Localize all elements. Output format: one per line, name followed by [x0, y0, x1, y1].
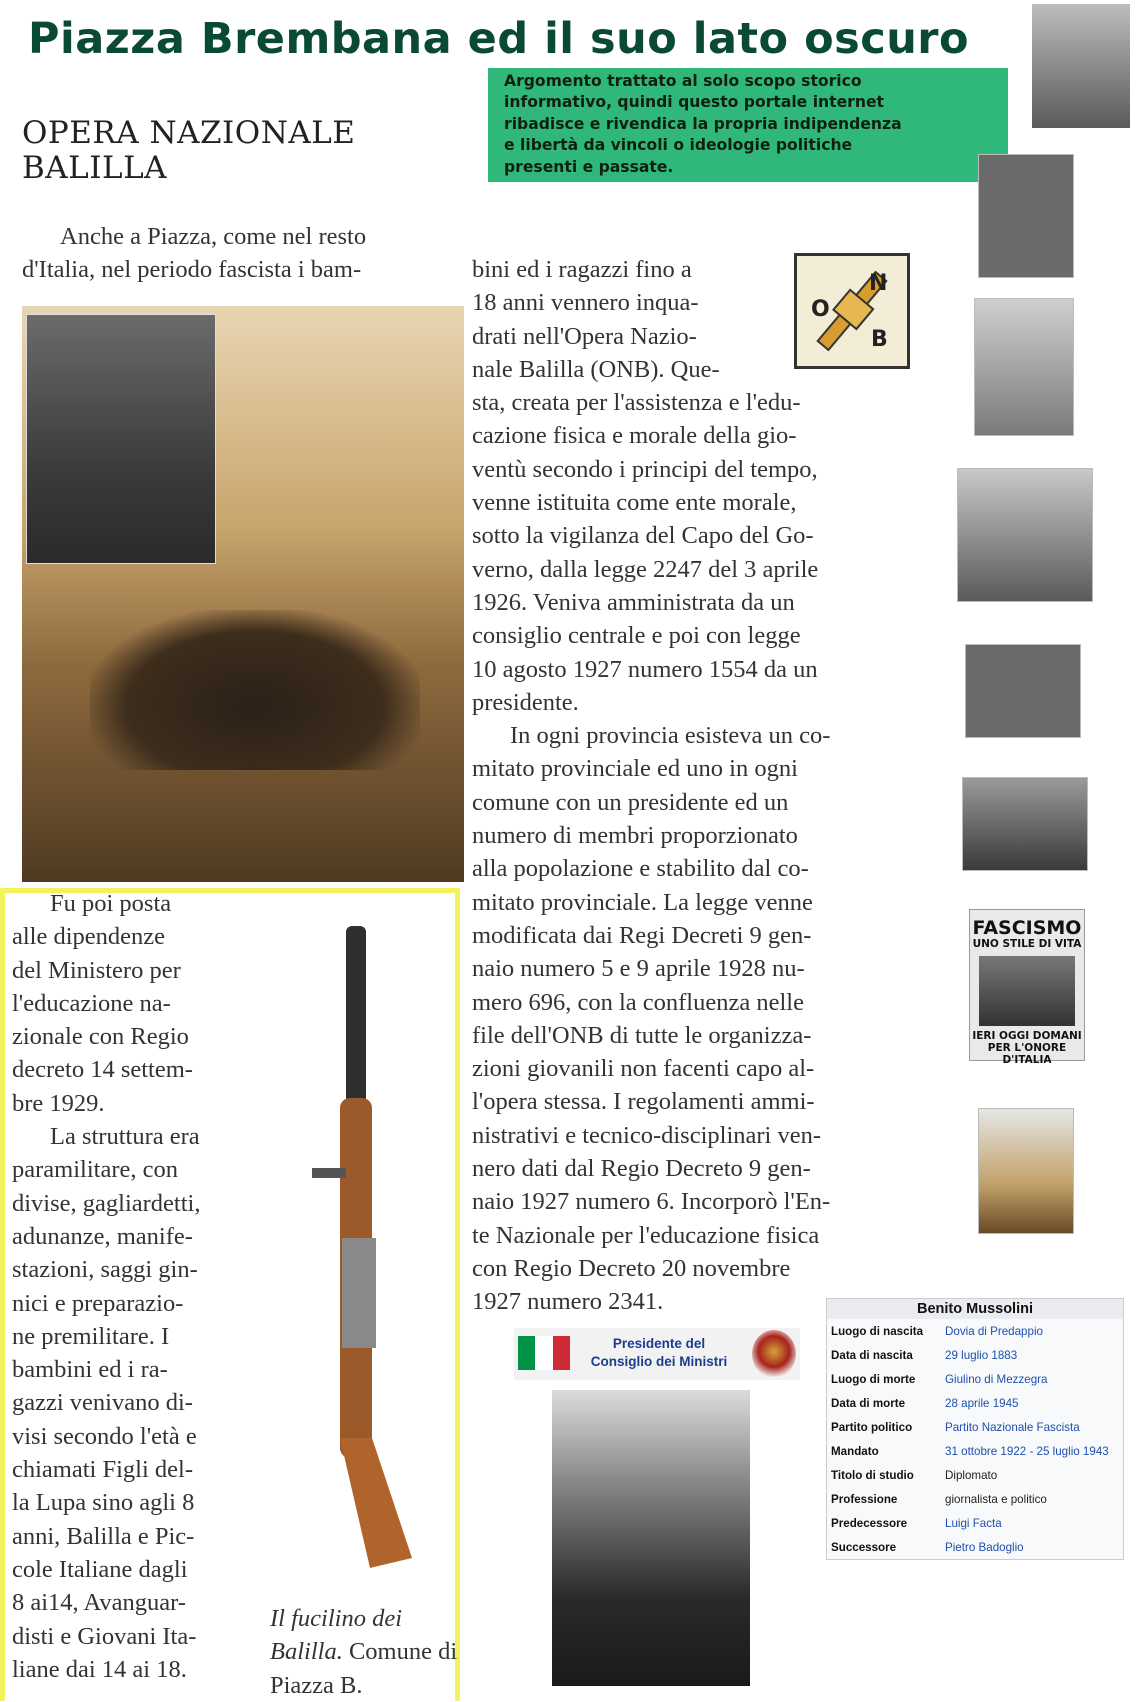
text-line: drati nell'Opera Nazio- [472, 322, 697, 350]
text-line: nale Balilla (ONB). Que- [472, 355, 720, 383]
poster-fascismo [969, 909, 1085, 1066]
text-line: mero 696, con la confluenza nelle [472, 988, 804, 1016]
text-line: bre 1929. [12, 1089, 105, 1117]
presidency-label [576, 1335, 742, 1371]
infobox-table [827, 1319, 1123, 1559]
disclaimer-line: ribadisce e rivendica la propria indipendenza [504, 114, 902, 133]
infobox-link[interactable]: 28 aprile 1945 [945, 1396, 1019, 1410]
text-line: cazione fisica e morale della gio- [472, 422, 797, 450]
onb-letter-n: N [869, 271, 888, 296]
infobox-key: Partito politico [831, 1420, 913, 1434]
text-line: verno, dalla legge 2247 del 3 aprile [472, 555, 819, 583]
thumbnail-marching-youth [957, 468, 1093, 602]
italian-flag-icon [518, 1336, 570, 1370]
infobox-key: Data di morte [831, 1396, 906, 1410]
site-title: Piazza Brembana ed il suo lato oscuro [28, 14, 970, 64]
infobox-row [827, 1535, 1123, 1559]
infobox-value: Diplomato [945, 1468, 998, 1482]
infobox-link[interactable]: 31 ottobre 1922 - 25 luglio 1943 [945, 1444, 1109, 1458]
children-portrait-photo [26, 314, 216, 564]
balilla-crowd-photo-detail [90, 610, 420, 770]
text-line: 8 ai14, Avanguar- [12, 1589, 186, 1617]
infobox-row [827, 1319, 1123, 1343]
thumbnail-leaders-crowd [962, 777, 1088, 871]
infobox-link[interactable]: Dovia di Predappio [945, 1324, 1043, 1338]
infobox-link[interactable]: Pietro Badoglio [945, 1540, 1024, 1554]
infobox-key: Luogo di morte [831, 1372, 916, 1386]
infobox-row [827, 1463, 1123, 1487]
infobox-key: Professione [831, 1492, 898, 1506]
text-line: ventù secondo i principi del tempo, [472, 455, 818, 483]
thumbnail-gymnastics [974, 298, 1074, 436]
rifle-icon [300, 918, 450, 1590]
text-line: con Regio Decreto 20 novembre [472, 1254, 791, 1282]
infobox [826, 1298, 1124, 1560]
poster-subline: UNO STILE DI VITA [972, 938, 1082, 950]
caption-text: Comune di Piazza B. [270, 1638, 458, 1699]
text-line: file dell'ONB di tutte le organizza- [472, 1021, 812, 1049]
infobox-row [827, 1367, 1123, 1391]
text-line: anni, Balilla e Pic- [12, 1522, 195, 1550]
disclaimer-line: informativo, quindi questo portale internet [504, 93, 884, 112]
text-line: 18 anni vennero inqua- [472, 289, 699, 317]
text-line: La struttura era [50, 1123, 200, 1151]
text-line: stazioni, saggi gin- [12, 1256, 198, 1284]
body-text-left [12, 887, 242, 1686]
text-line: zioni giovanili non facenti capo al- [472, 1055, 815, 1083]
balilla-rifle-photo [300, 918, 450, 1590]
infobox-key: Predecessore [831, 1516, 908, 1530]
section-title-line: OPERA NAZIONALE [22, 115, 356, 151]
disclaimer-line: presenti e passate. [504, 157, 674, 176]
text-line: adunanze, manife- [12, 1222, 193, 1250]
text-line: venne istituita come ente morale, [472, 489, 797, 517]
text-line: modificata dai Regi Decreti 9 gen- [472, 921, 812, 949]
text-line: alle dipendenze [12, 923, 166, 951]
section-title [22, 116, 402, 186]
infobox-key: Titolo di studio [831, 1468, 914, 1482]
rifle-caption [270, 1602, 460, 1702]
infobox-row [827, 1439, 1123, 1463]
infobox-value: giornalista e politico [945, 1492, 1047, 1506]
text-line: Anche a Piazza, come nel resto [60, 223, 367, 250]
text-line: 1926. Veniva amministrata da un [472, 588, 795, 616]
infobox-link[interactable]: Giulino di Mezzegra [945, 1372, 1048, 1386]
presidency-label-line: Consiglio dei Ministri [590, 1354, 728, 1369]
infobox-row [827, 1343, 1123, 1367]
flag-stripe-red [553, 1336, 570, 1370]
text-line: alla popolazione e stabilito dal co- [472, 855, 809, 883]
text-line: bambini ed i ra- [12, 1356, 168, 1384]
text-line: naio 1927 numero 6. Incorporò l'En- [472, 1188, 831, 1216]
infobox-row [827, 1391, 1123, 1415]
text-line: comune con un presidente ed un [472, 788, 789, 816]
disclaimer-line: e libertà da vincoli o ideologie politiche [504, 136, 853, 155]
infobox-link[interactable]: 29 luglio 1883 [945, 1348, 1018, 1362]
mussolini-salute-photo [1032, 4, 1130, 128]
text-line: numero di membri proporzionato [472, 822, 798, 850]
infobox-title: Benito Mussolini [827, 1299, 1123, 1319]
thumbnail-speech [978, 1108, 1074, 1234]
text-line: 10 agosto 1927 numero 1554 da un [472, 655, 818, 683]
text-line: naio numero 5 e 9 aprile 1928 nu- [472, 955, 805, 983]
body-text-top [22, 220, 464, 287]
section-title-line: BALILLA [22, 150, 168, 186]
text-line: chiamati Figli del- [12, 1456, 193, 1484]
poster-image [979, 956, 1075, 1026]
text-line: ne premilitare. I [12, 1322, 170, 1350]
infobox-row [827, 1415, 1123, 1439]
infobox-row [827, 1487, 1123, 1511]
text-line: mitato provinciale. La legge venne [472, 888, 813, 916]
text-line: nici e preparazio- [12, 1289, 184, 1317]
infobox-key: Successore [831, 1540, 897, 1554]
text-line: cole Italiane dagli [12, 1555, 188, 1583]
text-line: nistrativi e tecnico-disciplinari ven- [472, 1121, 822, 1149]
infobox-row [827, 1511, 1123, 1535]
text-line: gazzi venivano di- [12, 1389, 193, 1417]
text-line: liane dai 14 ai 18. [12, 1655, 187, 1683]
text-line: divise, gagliardetti, [12, 1189, 201, 1217]
text-line: te Nazionale per l'educazione fisica [472, 1221, 820, 1249]
text-line: bini ed i ragazzi fino a [472, 256, 692, 283]
text-line: sta, creata per l'assistenza e l'edu- [472, 389, 801, 417]
poster-headline: FASCISMO [972, 917, 1082, 939]
text-line: l'opera stessa. I regolamenti ammi- [472, 1088, 815, 1116]
text-line: nero dati dal Regio Decreto 9 gen- [472, 1155, 811, 1183]
caption-italic: Il fucilino dei Balilla. [270, 1605, 402, 1666]
text-line: Fu poi posta [50, 890, 172, 917]
infobox-link[interactable]: Partito Nazionale Fascista [945, 1420, 1080, 1434]
infobox-link[interactable]: Luigi Facta [945, 1516, 1002, 1530]
disclaimer-line: Argomento trattato al solo scopo storico [504, 72, 862, 90]
coat-of-arms-icon [752, 1330, 796, 1378]
thumbnail-leaders-salute [965, 644, 1081, 738]
infobox-key: Mandato [831, 1444, 879, 1458]
text-line: visi secondo l'età e [12, 1422, 197, 1450]
onb-letter-o: O [811, 297, 830, 322]
text-line: 1927 numero 2341. [472, 1288, 664, 1316]
presidency-label-line: Presidente del [612, 1336, 706, 1351]
text-line: presidente. [472, 688, 579, 716]
text-line: d'Italia, nel periodo fascista i bam- [22, 256, 362, 284]
mussolini-portrait [552, 1390, 750, 1686]
text-line: consiglio centrale e poi con legge [472, 622, 801, 650]
text-line: del Ministero per [12, 956, 181, 984]
text-line: disti e Giovani Ita- [12, 1622, 197, 1650]
disclaimer-box [488, 68, 1008, 182]
body-text-middle [472, 253, 914, 1319]
text-line: l'educazione na- [12, 989, 171, 1017]
flag-stripe-white [535, 1336, 552, 1370]
text-line: paramilitare, con [12, 1156, 178, 1184]
flag-stripe-green [518, 1336, 535, 1370]
text-line: decreto 14 settem- [12, 1056, 193, 1084]
thumbnail-balilla-boys [978, 154, 1074, 278]
text-line: In ogni provincia esisteva un co- [510, 722, 831, 750]
onb-letter-b: B [871, 327, 888, 352]
text-line: zionale con Regio [12, 1023, 189, 1051]
text-line: sotto la vigilanza del Capo del Go- [472, 522, 814, 550]
infobox-key: Luogo di nascita [831, 1324, 924, 1338]
infobox-key: Data di nascita [831, 1348, 913, 1362]
text-line: mitato provinciale ed uno in ogni [472, 755, 798, 783]
poster-footer: IERI OGGI DOMANI PER L'ONORE D'ITALIA [972, 1030, 1082, 1066]
text-line: la Lupa sino agli 8 [12, 1489, 195, 1517]
